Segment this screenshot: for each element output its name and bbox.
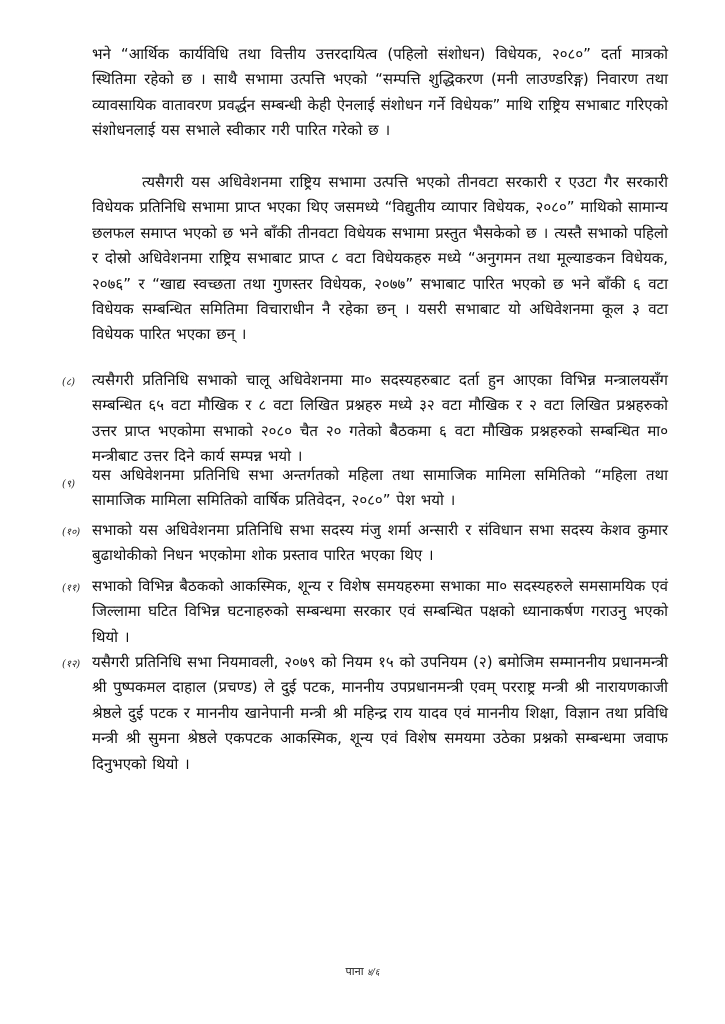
paragraph-item-10: सभाको यस अधिवेशनमा प्रतिनिधि सभा सदस्य मंजु शर्मा अन्सारी र संविधान सभा सदस्य केशव कुमार बुढाथोकीको निधन भएकोमा शोक प्रस्ताव पारित भएका थिए । — [92, 521, 668, 565]
page-number: ४/६ — [367, 968, 380, 978]
paragraph-bills: त्यसैगरी यस अधिवेशनमा राष्ट्रिय सभामा उत्पत्ति भएको तीनवटा सरकारी र एउटा गैर सरकारी विधेयक प्रतिनिधि सभामा प्राप्त भएका थिए जसमध्ये “विद्युतीय व्यापार विधेयक, २०८०” माथिको सामान्य छलफल समाप्त भएको छ भने बाँकी तीनवटा विधेयक सभामा प्रस्तुत भैसकेको छ । त्यस्तै सभाको पहिलो र दोस्रो अधिवेशनमा राष्ट्रिय सभाबाट प्राप्त ८ वटा विधेयकहरु मध्ये “अनुगमन तथा मूल्याङकन विधेयक, २०७६” र “खाद्य स्वच्छता तथा गुणस्तर विधेयक, २०७७” सभाबाट पारित भएको छ भने बाँकी ६ वटा विधेयक सम्बन्धित समितिमा विचाराधीन नै रहेका छन् । यसरी सभाबाट यो अधिवेशनमा कूल ३ वटा विधेयक पारित भएका छन् । — [92, 173, 668, 344]
paragraph-item-8: त्यसैगरी प्रतिनिधि सभाको चालू अधिवेशनमा मा० सदस्यहरुबाट दर्ता हुन आएका विभिन्न मन्त्रालयसँग सम्बन्धित ६५ वटा मौखिक र ८ वटा लिखित प्रश्नहरु मध्ये ३२ वटा मौखिक र २ वटा लिखित प्रश्नहरुको उत्तर प्राप्त भएकोमा सभाको २०८० चैत २० गतेको बैठकमा ६ वटा मौखिक प्रश्नहरुको सम्बन्धित मा० मन्त्रीबाट उत्तर दिने कार्य सम्पन्न भयो । — [92, 371, 668, 466]
paragraph-continuation: भने “आर्थिक कार्यविधि तथा वित्तीय उत्तरदायित्व (पहिलो संशोधन) विधेयक, २०८०” दर्ता मात्रको स्थितिमा रहेको छ । साथै सभामा उत्पत्ति भएको “सम्पत्ति शुद्धिकरण (मनी लाउण्डरिङ्ग) निवारण तथा व्यावसायिक वातावरण प्रवर्द्धन सम्बन्धी केही ऐनलाई संशोधन गर्ने विधेयक” माथि राष्ट्रिय सभाबाट गरिएको संशोधनलाई यस सभाले स्वीकार गरी पारित गरेको छ । — [92, 45, 668, 140]
paragraph-item-9: यस अधिवेशनमा प्रतिनिधि सभा अन्तर्गतको महिला तथा सामाजिक मामिला समितिको “महिला तथा सामाजिक मामिला समितिको वार्षिक प्रतिवेदन, २०८०” पेश भयो । — [92, 466, 668, 510]
item-number-11: (११) — [62, 583, 81, 594]
page-footer — [0, 964, 725, 979]
item-number-12: (१२) — [62, 659, 81, 670]
item-number-8: (८) — [62, 377, 76, 388]
paragraph-item-11: सभाको विभिन्न बैठकको आकस्मिक, शून्य र विशेष समयहरुमा सभाका मा० सदस्यहरुले समसामयिक एवं जिल्लामा घटित विभिन्न घटनाहरुको सम्बन्धमा सरकार एवं सम्बन्धित पक्षको ध्यानाकर्षण गराउनु भएको थियो । — [92, 577, 668, 646]
item-number-9: (९) — [62, 479, 76, 490]
page-label: पाना — [345, 965, 364, 978]
item-number-10: (१०) — [62, 527, 81, 538]
paragraph-item-12: यसैगरी प्रतिनिधि सभा नियमावली, २०७९ को नियम १५ को उपनियम (२) बमोजिम सम्माननीय प्रधानमन्त्री श्री पुष्पकमल दाहाल (प्रचण्ड) ले दुई पटक, माननीय उपप्रधानमन्त्री एवम् परराष्ट्र मन्त्री श्री नारायणकाजी श्रेष्ठले दुई पटक र माननीय खानेपानी मन्त्री श्री महिन्द्र राय यादव एवं माननीय शिक्षा, विज्ञान तथा प्रविधि मन्त्री श्री सुमना श्रेष्ठले एकपटक आकस्मिक, शून्य एवं विशेष समयमा उठेका प्रश्नको सम्बन्धमा जवाफ दिनुभएको थियो । — [92, 653, 669, 773]
